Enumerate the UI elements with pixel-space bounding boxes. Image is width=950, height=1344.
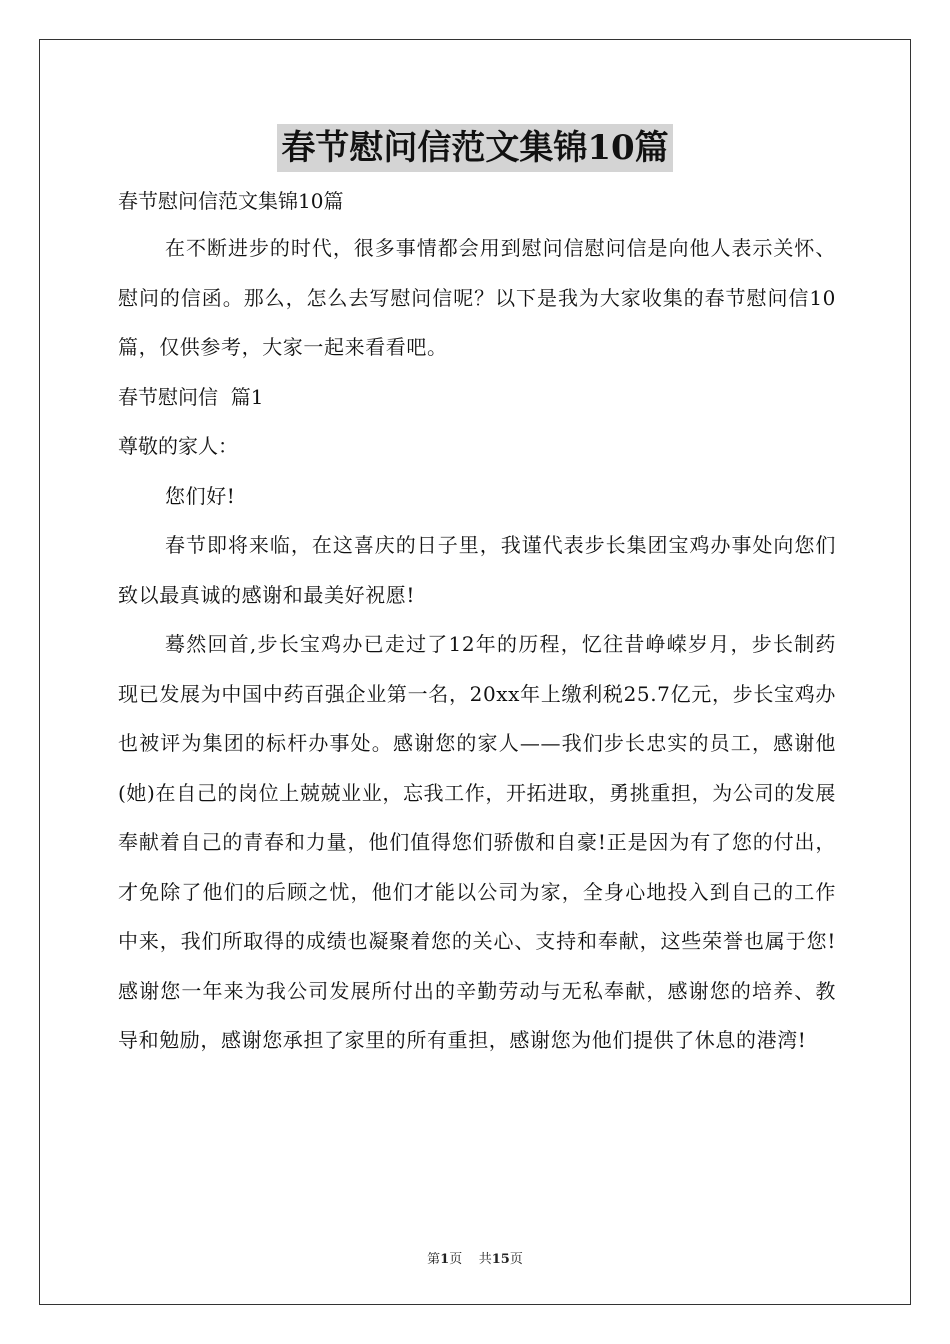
page-footer [0,1248,950,1267]
section-heading: 春节慰问信 篇1 [118,384,264,409]
title-container [0,124,950,172]
document-title: 春节慰问信范文集锦10篇 [277,124,672,172]
document-subtitle: 春节慰问信范文集锦10篇 [118,189,344,213]
page-prefix: 第 [427,1252,441,1267]
page-number: 1 [440,1252,450,1267]
body-paragraph-1: 春节即将来临，在这喜庆的日子里，我谨代表步长集团宝鸡办事处向您们致以最真诚的感谢和最美好祝愿! [118,533,836,607]
greeting: 您们好! [165,483,236,508]
salutation: 尊敬的家人： [118,434,238,458]
total-prefix: 共 [478,1252,492,1267]
intro-paragraph: 在不断进步的时代，很多事情都会用到慰问信慰问信是向他人表示关怀、慰问的信函。那么，怎么去写慰问信呢？以下是我为大家收集的春节慰问信10篇，仅供参考，大家一起来看看吧。 [118,236,836,359]
page-suffix: 页 [449,1252,463,1267]
total-pages: 15 [491,1252,510,1267]
document-body [118,178,836,1066]
total-suffix: 页 [509,1252,523,1267]
body-paragraph-2: 蓦然回首,步长宝鸡办已走过了12年的历程，忆往昔峥嵘岁月，步长制药现已发展为中国中药百强企业第一名，20xx年上缴利税25.7亿元，步长宝鸡办也被评为集团的标杆办事处。感谢您的家人——我们步长忠实的员工，感谢他(她)在自己的岗位上兢兢业业，忘我工作，开拓进取，勇挑重担，为公司的发展奉献着自己的青春和力量，他们值得您们骄傲和自豪!正是因为有了您的付出，才免除了他们的后顾之忧，他们才能以公司为家，全身心地投入到自己的工作中来，我们所取得的成绩也凝聚着您的关心、支持和奉献，这些荣誉也属于您!感谢您一年来为我公司发展所付出的辛勤劳动与无私奉献，感谢您的培养、教导和勉励，感谢您承担了家里的所有重担，感谢您为他们提供了休息的港湾! [118,632,836,1052]
